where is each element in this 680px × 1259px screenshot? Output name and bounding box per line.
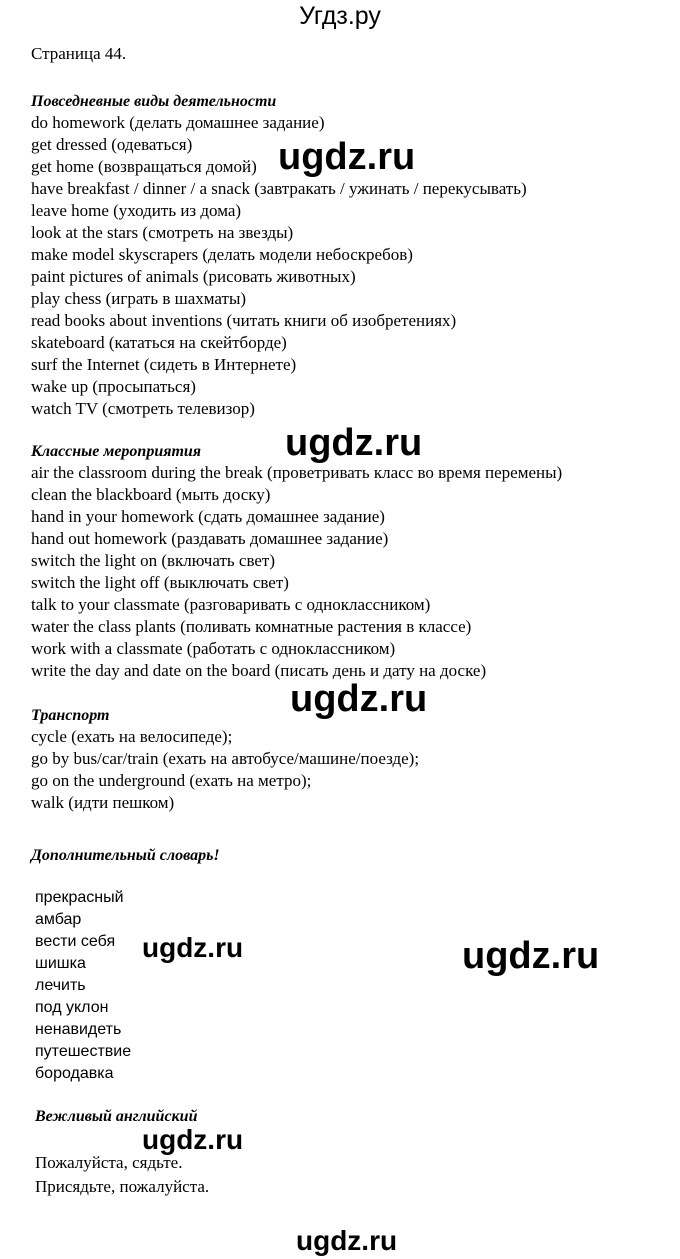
section-transport xyxy=(31,706,419,814)
vocab-line: talk to your classmate (разговаривать с одноклассником) xyxy=(31,595,431,614)
vocab-line: get home (возвращаться домой) xyxy=(31,157,257,176)
phrase-line: Пожалуйста, сядьте. xyxy=(35,1153,183,1172)
vocab-line: work with a classmate (работать с одноклассником) xyxy=(31,639,396,658)
vocab-line: read books about inventions (читать книги об изобретениях) xyxy=(31,311,457,330)
vocab-line: look at the stars (смотреть на звезды) xyxy=(31,223,294,242)
vocab-line: hand in your homework (сдать домашнее задание) xyxy=(31,507,385,526)
section-polite-english xyxy=(35,1151,209,1199)
watermark: ugdz.ru xyxy=(142,1124,244,1155)
vocab-word: под уклон xyxy=(35,999,109,1016)
watermark: ugdz.ru xyxy=(142,932,244,963)
vocab-word: амбар xyxy=(35,911,82,928)
section-heading: Повседневные виды деятельности xyxy=(31,93,277,110)
vocab-line: do homework (делать домашнее задание) xyxy=(31,113,325,132)
section-heading: Дополнительный словарь! xyxy=(31,847,220,864)
watermark: ugdz.ru xyxy=(278,136,416,178)
vocab-line: leave home (уходить из дома) xyxy=(31,201,242,220)
vocab-word: прекрасный xyxy=(35,889,124,906)
vocab-line: walk (идти пешком) xyxy=(31,793,175,812)
site-title: Угдз.ру xyxy=(299,2,381,30)
vocab-line: air the classroom during the break (проветривать класс во время перемены) xyxy=(31,463,563,482)
vocab-word: путешествие xyxy=(35,1043,132,1060)
vocab-line: write the day and date on the board (писать день и дату на доске) xyxy=(31,661,487,680)
vocab-line: water the class plants (поливать комнатные растения в классе) xyxy=(31,617,472,636)
vocab-line: clean the blackboard (мыть доску) xyxy=(31,485,271,504)
vocab-line: get dressed (одеваться) xyxy=(31,135,193,154)
section-extra-vocabulary xyxy=(35,887,131,1085)
vocab-line: surf the Internet (сидеть в Интернете) xyxy=(31,355,297,374)
section-heading: Вежливый английский xyxy=(35,1108,198,1125)
vocab-line: skateboard (кататься на скейтборде) xyxy=(31,333,287,352)
vocab-line: switch the light on (включать свет) xyxy=(31,551,276,570)
phrase-line: Присядьте, пожалуйста. xyxy=(35,1177,210,1196)
vocab-line: have breakfast / dinner / a snack (завтракать / ужинать / перекусывать) xyxy=(31,179,527,198)
vocab-line: go by bus/car/train (ехать на автобусе/машине/поезде); xyxy=(31,749,420,768)
vocab-line: make model skyscrapers (делать модели небоскребов) xyxy=(31,245,413,264)
vocab-line: go on the underground (ехать на метро); xyxy=(31,771,312,790)
vocab-line: hand out homework (раздавать домашнее задание) xyxy=(31,529,389,548)
vocab-line: watch TV (смотреть телевизор) xyxy=(31,399,255,418)
vocab-line: play chess (играть в шахматы) xyxy=(31,289,247,308)
section-classroom-activities xyxy=(31,442,562,682)
vocab-word: ненавидеть xyxy=(35,1021,122,1038)
vocab-word: бородавка xyxy=(35,1065,114,1082)
watermark: ugdz.ru xyxy=(285,422,423,464)
vocab-line: paint pictures of animals (рисовать животных) xyxy=(31,267,356,286)
vocab-word: лечить xyxy=(35,977,86,994)
vocab-word: вести себя xyxy=(35,933,116,950)
section-heading: Классные мероприятия xyxy=(31,443,202,460)
section-extra-vocabulary-heading xyxy=(31,846,220,866)
watermark: ugdz.ru xyxy=(462,935,600,977)
page-label: Страница 44. xyxy=(31,44,127,63)
watermark: ugdz.ru xyxy=(296,1225,398,1256)
vocab-line: switch the light off (выключать свет) xyxy=(31,573,289,592)
section-heading: Транспорт xyxy=(31,707,110,724)
vocab-line: wake up (просыпаться) xyxy=(31,377,196,396)
vocab-line: cycle (ехать на велосипеде); xyxy=(31,727,233,746)
watermark: ugdz.ru xyxy=(290,678,428,720)
vocab-word: шишка xyxy=(35,955,86,972)
